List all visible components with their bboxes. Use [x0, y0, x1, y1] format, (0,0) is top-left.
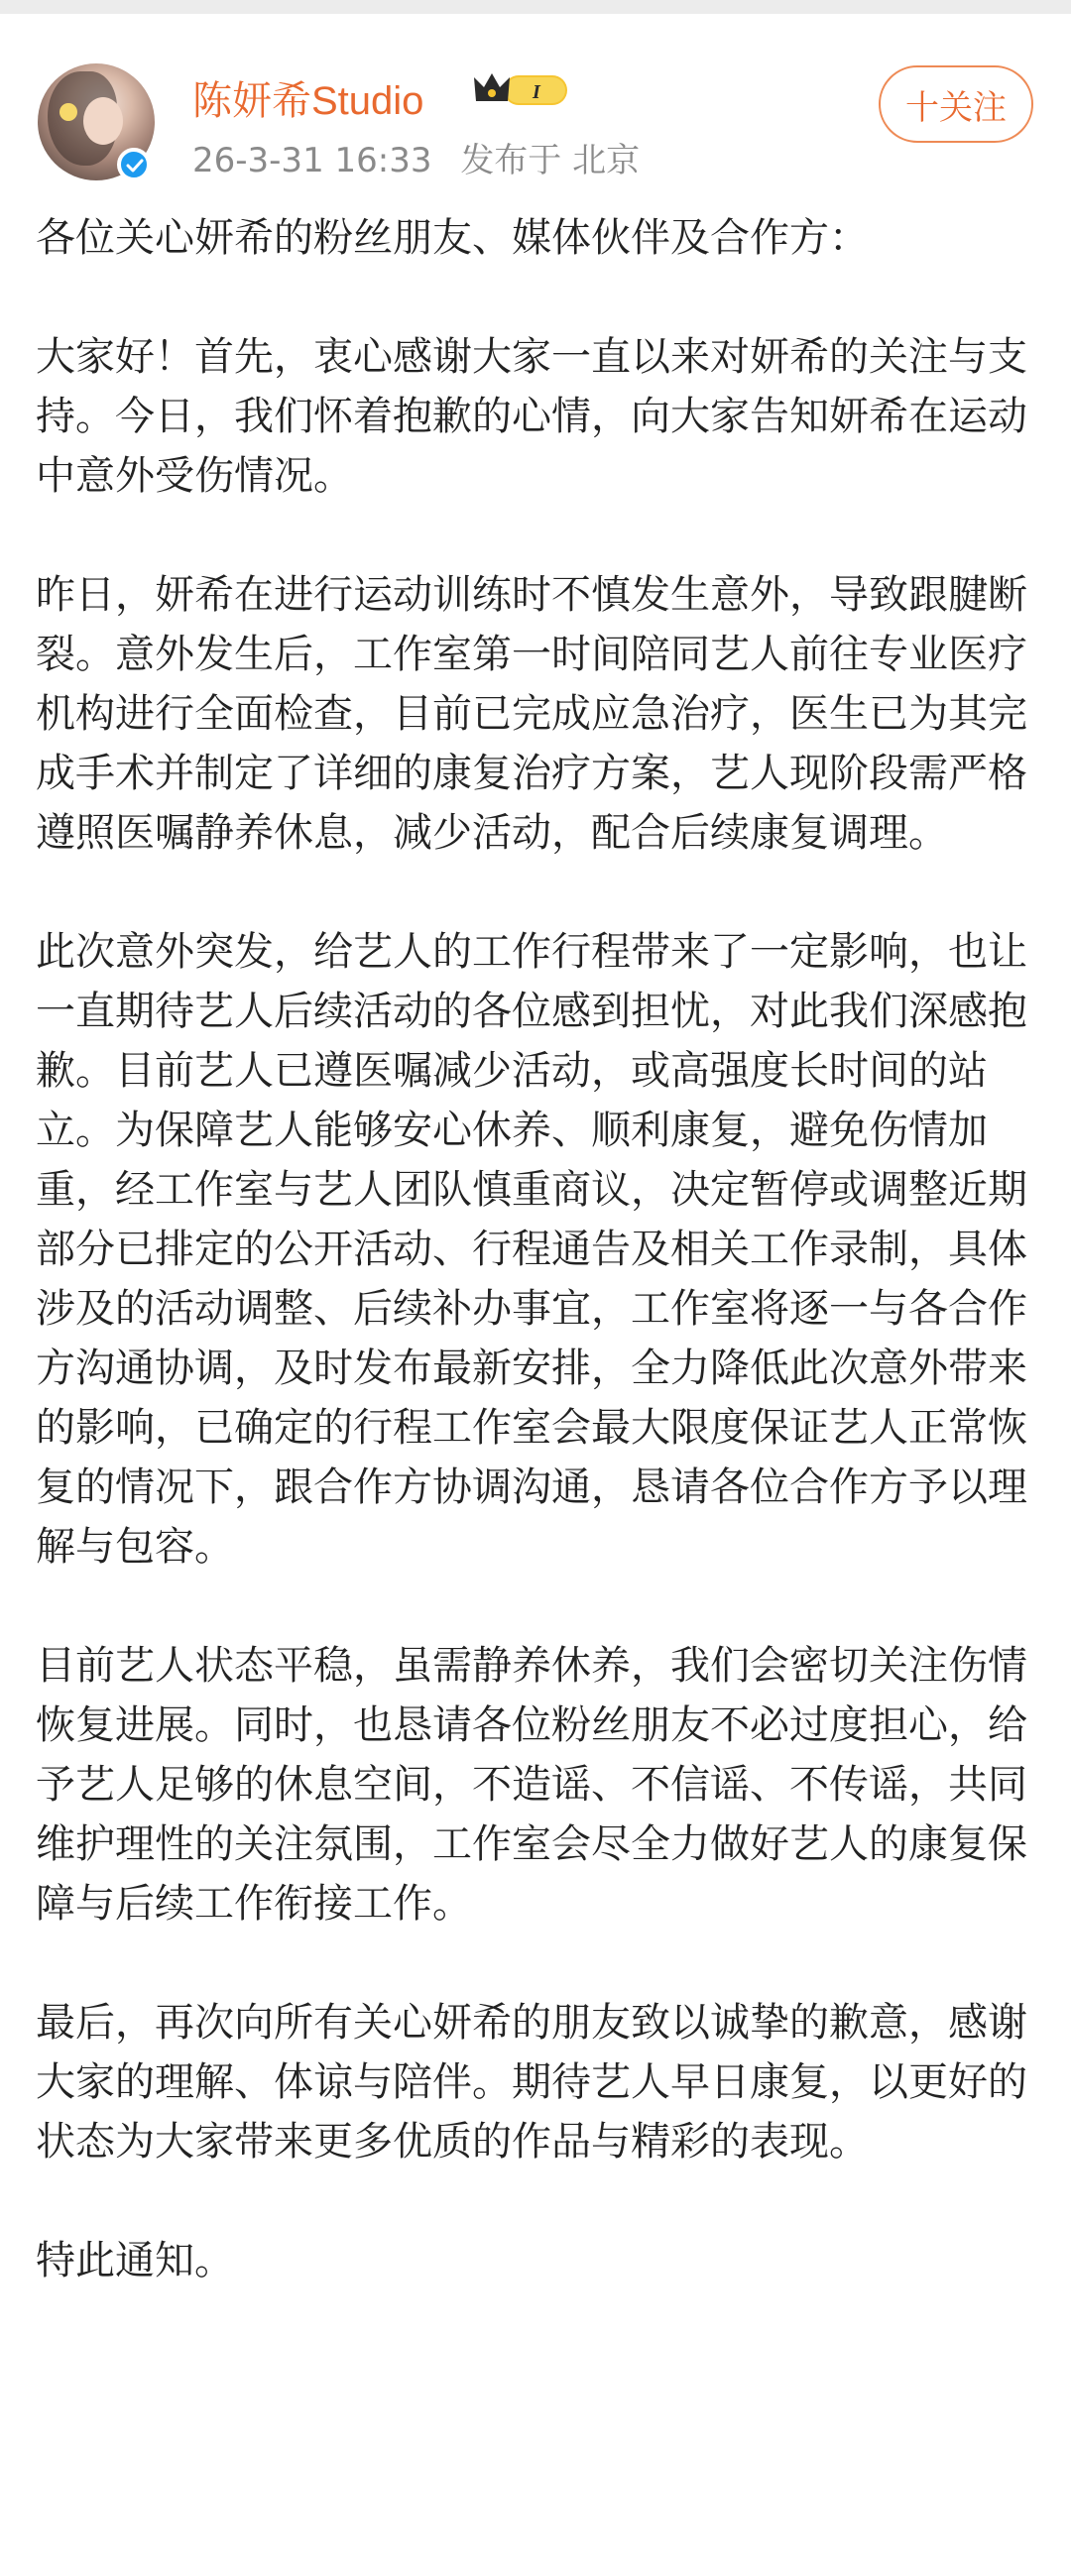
post-time: 26-3-31 16:33 — [192, 141, 432, 180]
post-paragraph: 各位关心妍希的粉丝朋友、媒体伙伴及合作方： — [36, 215, 869, 261]
post-paragraph: 大家好！首先，衷心感谢大家一直以来对妍希的关注与支持。今日，我们怀着抱歉的心情，向大家告知妍希在运动中意外受伤情况。 — [36, 334, 1027, 499]
post-paragraph: 目前艺人状态平稳，虽需静养休养，我们会密切关注伤情恢复进展。同时，也恳请各位粉丝朋友不必过度担心，给予艺人足够的休息空间，不造谣、不信谣、不传谣，共同维护理性的关注氛围，工作室会尽全力做好艺人的康复保障与后续工作衔接工作。 — [36, 1643, 1027, 1927]
avatar-flower — [60, 103, 77, 121]
post-paragraph: 最后，再次向所有关心妍希的朋友致以诚挚的歉意，感谢大家的理解、体谅与陪伴。期待艺人早日康复，以更好的状态为大家带来更多优质的作品与精彩的表现。 — [36, 2000, 1027, 2165]
status-strip — [0, 0, 1071, 14]
post-header — [0, 14, 1071, 182]
post-paragraph: 特此通知。 — [36, 2238, 234, 2283]
vip-level-text: I — [533, 81, 540, 103]
post-content — [36, 208, 1037, 2350]
verified-badge-icon — [117, 148, 151, 181]
post-paragraph: 此次意外突发，给艺人的工作行程带来了一定影响，也让一直期待艺人后续活动的各位感到担忧，对此我们深感抱歉。目前艺人已遵医嘱减少活动，或高强度长时间的站立。为保障艺人能够安心休养、顺利康复，避免伤情加重，经工作室与艺人团队慎重商议，决定暂停或调整近期部分已排定的公开活动、行程通告及相关工作录制，具体涉及的活动调整、后续补办事宜，工作室将逐一与各合作方沟通协调，及时发布最新安排，全力降低此次意外带来的影响，已确定的行程工作室会最大限度保证艺人正常恢复的情况下，跟合作方协调沟通，恳请各位合作方予以理解与包容。 — [36, 929, 1027, 1570]
post-meta — [192, 133, 657, 181]
author-name[interactable]: 陈妍希Studio — [192, 79, 424, 123]
follow-button[interactable]: 十关注 — [879, 65, 1033, 143]
post-location: 发布于 北京 — [460, 141, 641, 180]
post-paragraph: 昨日，妍希在进行运动训练时不慎发生意外，导致跟腱断裂。意外发生后，工作室第一时间陪同艺人前往专业医疗机构进行全面检查，目前已完成应急治疗，医生已为其完成手术并制定了详细的康复治疗方案，艺人现阶段需严格遵照医嘱静养休息，减少活动，配合后续康复调理。 — [36, 572, 1027, 856]
vip-crown-badge-icon[interactable] — [470, 67, 579, 111]
avatar-face — [83, 97, 123, 145]
